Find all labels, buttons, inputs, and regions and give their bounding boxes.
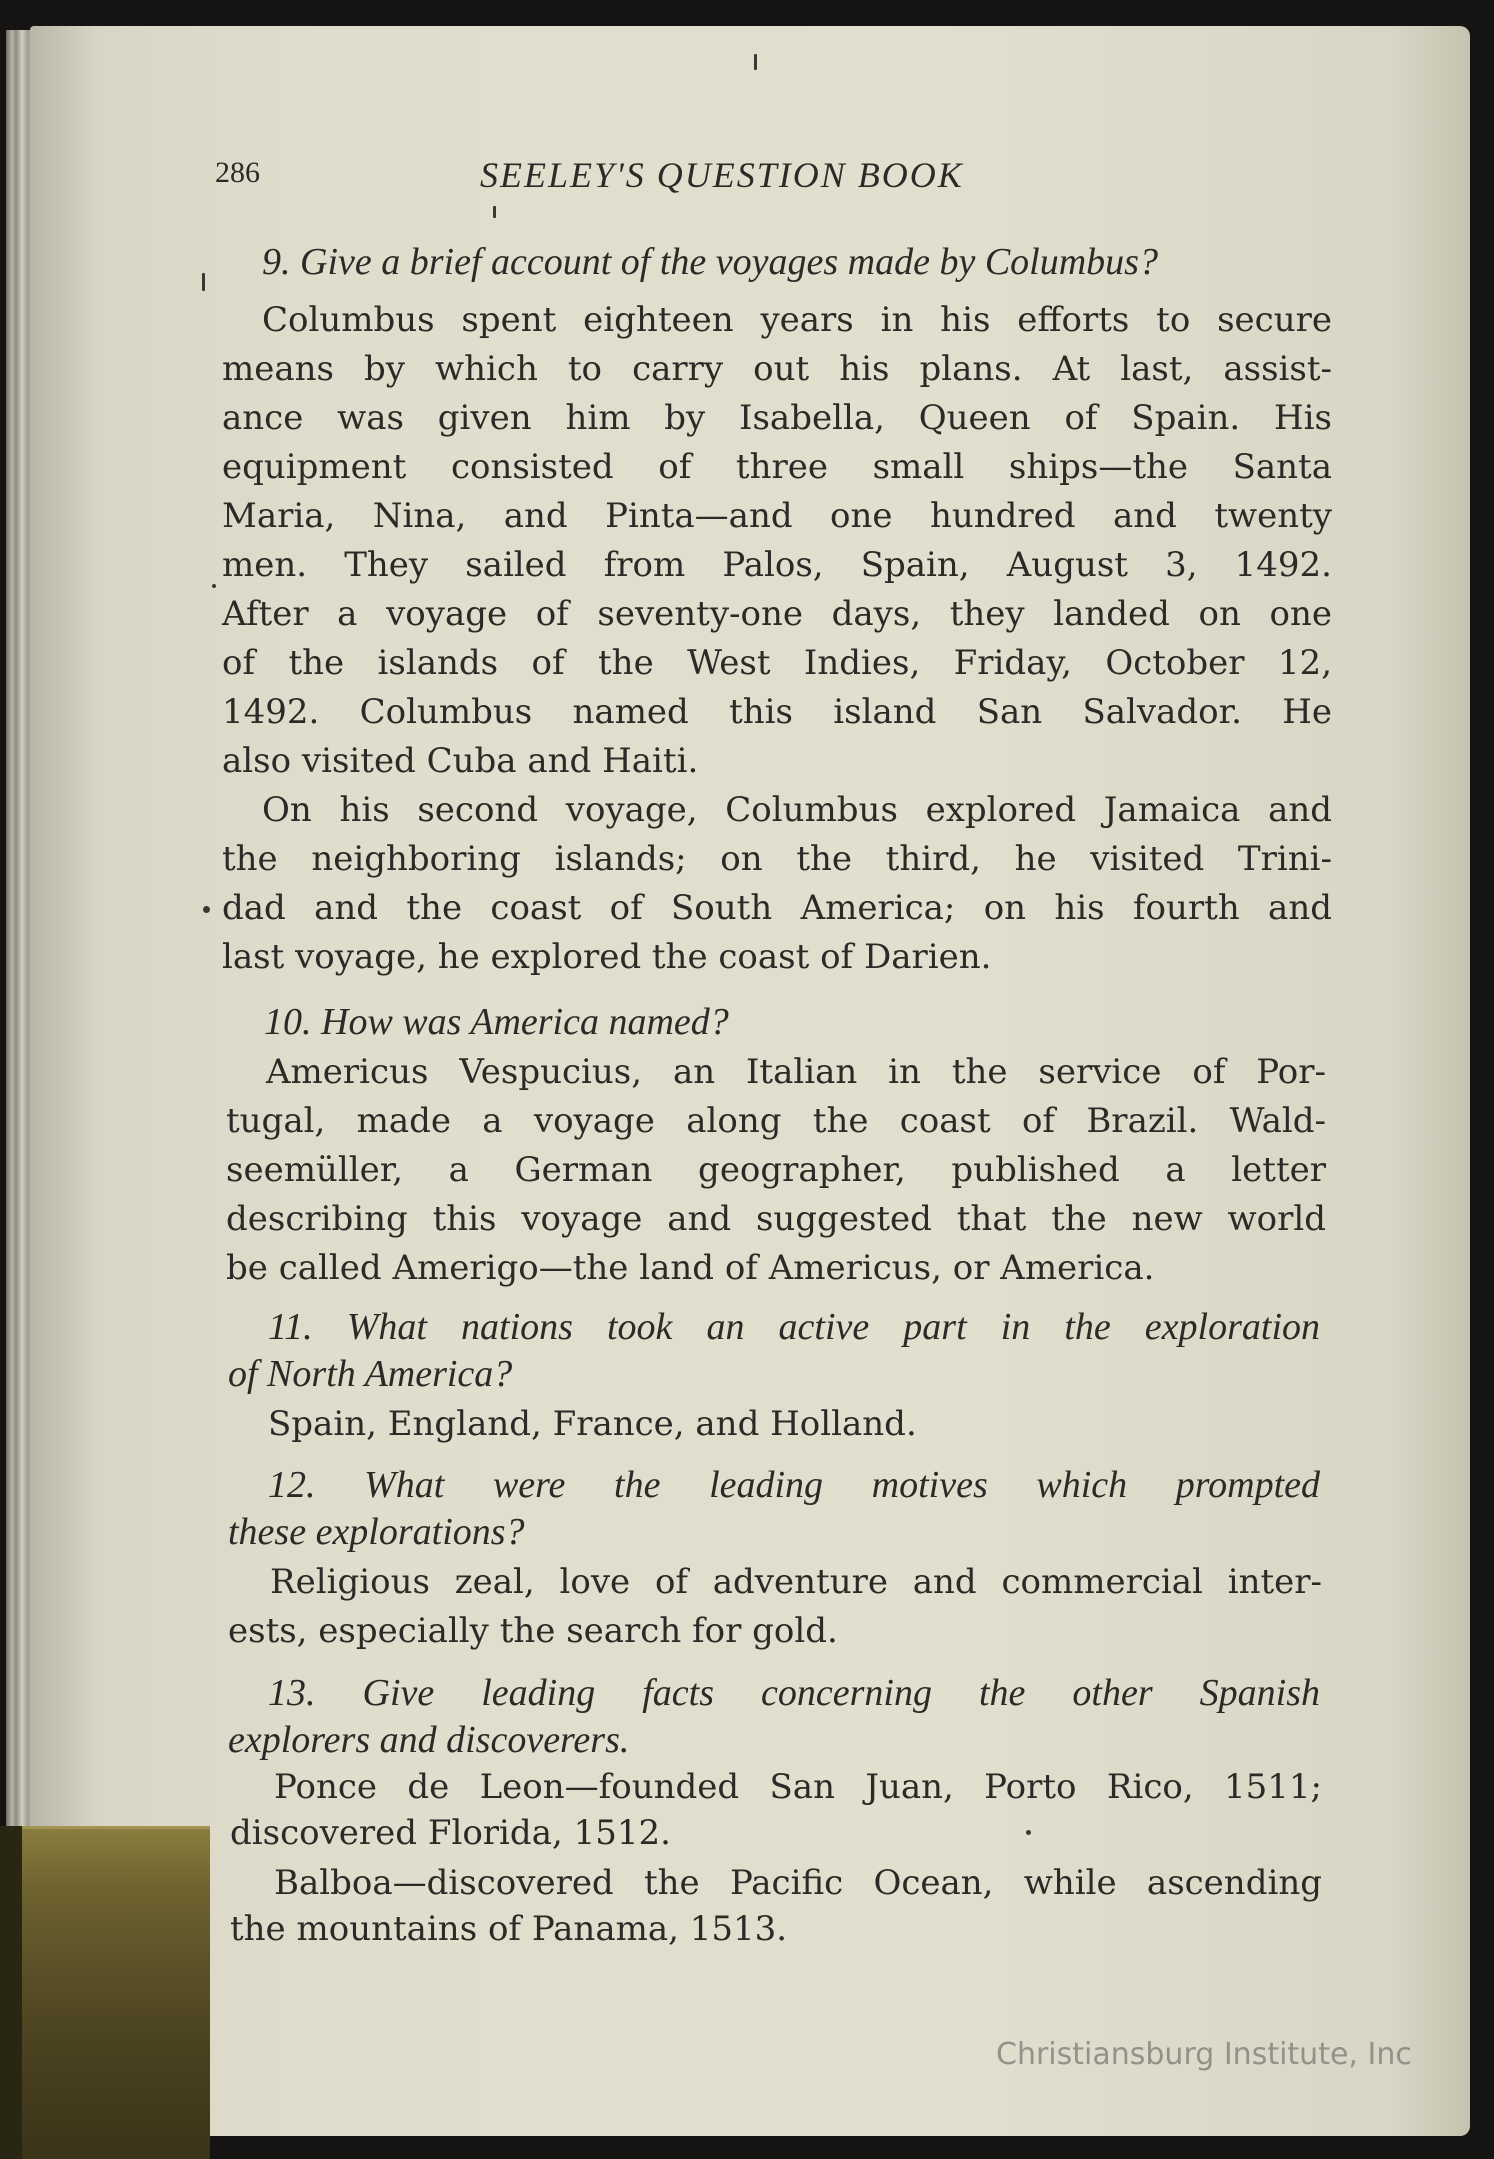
question-13: 13. Give leading facts concerning the other Spanish explorers and discoverers. [228, 1672, 1320, 1761]
question-11: 11. What nations took an active part in the exploration of North America? [228, 1306, 1320, 1395]
answer-13-paragraph-1: Ponce de Leon—founded San Juan, Porto Rico, 1511; discovered Florida, 1512. [230, 1767, 1322, 1853]
question-10: 10. How was America named? [264, 1001, 729, 1043]
ink-speck [202, 273, 205, 291]
question-12: 12. What were the leading motives which prompted these explorations? [228, 1464, 1320, 1553]
watermark: Christiansburg Institute, Inc [996, 2037, 1412, 2072]
answer-11: Spain, England, France, and Holland. [268, 1404, 917, 1444]
leather-cover [0, 1826, 210, 2159]
ink-speck [203, 906, 210, 913]
answer-9-paragraph-1: Columbus spent eighteen years in his efforts to secure means by which to carry out his plans. At last, assist- ance was given him by Isabella, Queen of Spain. His equipment consisted of three small ships—the Santa Maria, Nina, and Pinta—and one hundred and twenty men. They sailed from Palos, Spain, August 3, 1492. After a voyage of seventy-one days, they landed on one of the islands of the West Indies, Friday, October 12, 1492. Columbus named this island San Salvador. He also visited Cuba and Haiti. [222, 300, 1332, 781]
ink-speck [212, 584, 216, 588]
cover-spine-shadow [0, 1826, 22, 2159]
ink-speck [754, 54, 757, 70]
page-header [210, 150, 1090, 202]
question-9: 9. Give a brief account of the voyages made by Columbus? [262, 241, 1158, 283]
answer-10: Americus Vespucius, an Italian in the service of Por- tugal, made a voyage along the coast of Brazil. Wald- seemüller, a German geographer, published a letter describing this voyage and suggested that the new world be called Amerigo—the land of Americus, or America. [226, 1052, 1326, 1288]
page-number: 286 [215, 156, 260, 189]
answer-13-paragraph-2: Balboa—discovered the Pacific Ocean, while ascending the mountains of Panama, 1513. [230, 1863, 1322, 1949]
ink-speck [493, 206, 496, 218]
answer-12: Religious zeal, love of adventure and commercial inter- ests, especially the search for gold. [228, 1562, 1322, 1651]
answer-9-paragraph-2: On his second voyage, Columbus explored Jamaica and the neighboring islands; on the third, he visited Trini- dad and the coast of South America; on his fourth and last voyage, he explored the coast of Darien. [222, 790, 1332, 977]
running-title: SEELEY'S QUESTION BOOK [480, 155, 964, 195]
